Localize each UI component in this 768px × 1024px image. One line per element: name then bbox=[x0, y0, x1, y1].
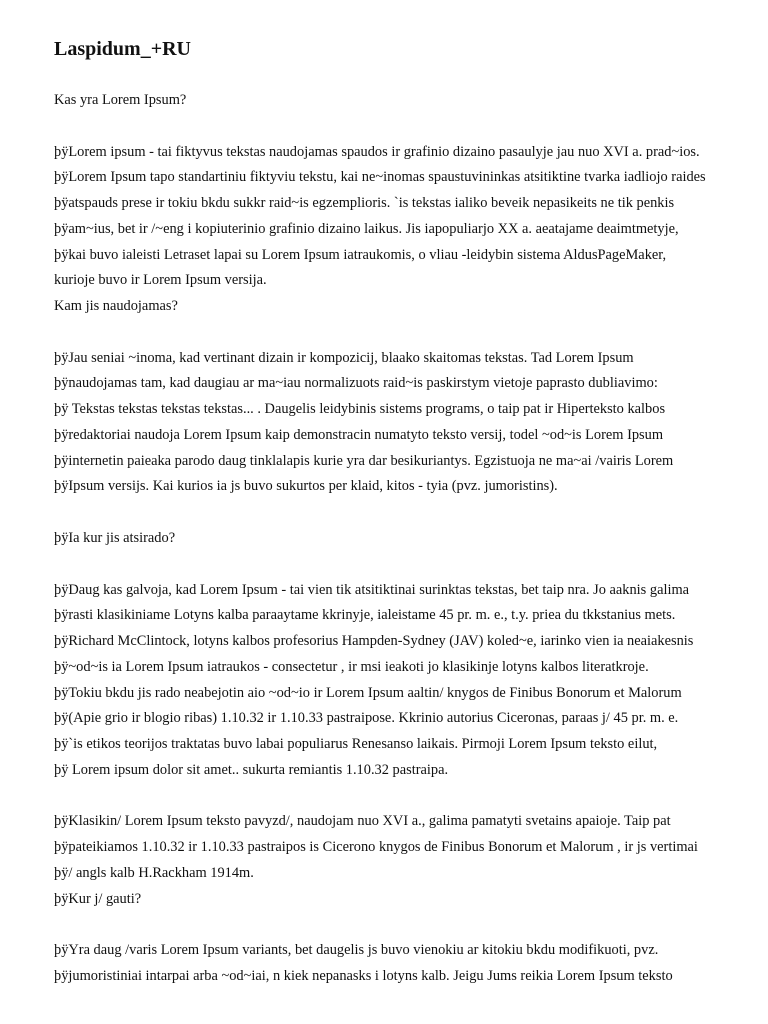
document-title: Laspidum_+RU bbox=[54, 38, 191, 60]
text-line: þÿrasti klasikiniame Lotyns kalba paraaytame kkrinyje, ialeistame 45 pr. m. e., t.y. priea du tkkstanius mets. bbox=[54, 607, 676, 624]
text-line: þÿ~od~is ia Lorem Ipsum iatraukos - consectetur , ir msi ieakoti jo klasikinje lotyns kalbos literatkroje. bbox=[54, 658, 649, 675]
blank-line bbox=[54, 320, 706, 346]
text-line: þÿnaudojamas tam, kad daugiau ar ma~iau normalizuots raid~is paskirstym vietoje paprasto dubliavimo: bbox=[54, 375, 658, 392]
text-line: þÿ`is etikos teorijos traktatas buvo labai populiarus Renesanso laikais. Pirmoji Lorem Ipsum teksto eilut, bbox=[54, 736, 658, 753]
text-line: þÿJau seniai ~inoma, kad vertinant dizain ir kompozicij, blaako skaitomas tekstas. Tad Lorem Ipsum bbox=[54, 349, 634, 366]
text-line: þÿ Tekstas tekstas tekstas tekstas... . Daugelis leidybinis sistems programs, o taip pat ir Hiperteksto kalbos bbox=[54, 401, 666, 418]
text-line: þÿKlasikin/ Lorem Ipsum teksto pavyzd/, naudojam nuo XVI a., galima pamatyti svetains apaioje. Taip pat bbox=[54, 813, 671, 830]
text-line: þÿredaktoriai naudoja Lorem Ipsum kaip demonstracin numatyto teksto versij, todel ~od~is Lorem Ipsum bbox=[54, 426, 664, 443]
text-line: þÿYra daug /varis Lorem Ipsum variants, bet daugelis js buvo vienokiu ar kitokiu bkdu modifikuoti, pvz. bbox=[54, 942, 659, 959]
text-line: þÿinternetin paieaka parodo daug tinklalapis kurie yra dar besikuriantys. Egzistuoja ne ma~ai /vairis Lorem bbox=[54, 452, 674, 469]
blank-line bbox=[54, 784, 706, 810]
text-line: þÿ(Apie grio ir blogio ribas) 1.10.32 ir 1.10.33 pastraipose. Kkrinio autorius Ciceronas, paraas j/ 45 pr. m. e. bbox=[54, 710, 679, 727]
text-line: þÿpateikiamos 1.10.32 ir 1.10.33 pastraipos is Cicerono knygos de Finibus Bonorum et Malorum , ir js vertimai bbox=[54, 839, 698, 856]
text-line: þÿLorem ipsum - tai fiktyvus tekstas naudojamas spaudos ir grafinio dizaino pasaulyje jau nuo XVI a. prad~ios. bbox=[54, 143, 700, 160]
text-line: þÿ/ angls kalb H.Rackham 1914m. bbox=[54, 864, 254, 881]
text-line: þÿkai buvo ialeisti Letraset lapai su Lorem Ipsum iatraukomis, o vliau -leidybin sistema AldusPageMaker, bbox=[54, 246, 667, 263]
text-line: þÿ Lorem ipsum dolor sit amet.. sukurta remiantis 1.10.32 pastraipa. bbox=[54, 761, 449, 778]
text-line: þÿIpsum versijs. Kai kurios ia js buvo sukurtos per klaid, kitos - tyia (pvz. jumoristins). bbox=[54, 478, 558, 495]
text-line: Kam jis naudojamas? bbox=[54, 298, 178, 315]
text-line: þÿTokiu bkdu jis rado neabejotin aio ~od~io ir Lorem Ipsum aaltin/ knygos de Finibus Bonorum et Malorum bbox=[54, 684, 682, 701]
text-line: þÿDaug kas galvoja, kad Lorem Ipsum - tai vien tik atsitiktinai surinktas tekstas, bet taip nra. Jo aaknis galima bbox=[54, 581, 690, 598]
text-line: þÿjumoristiniai intarpai arba ~od~iai, n kiek nepanasks i lotyns kalb. Jeigu Jums reikia Lorem Ipsum teksto bbox=[54, 968, 673, 985]
blank-line bbox=[54, 552, 706, 578]
text-line: Kas yra Lorem Ipsum? bbox=[54, 92, 187, 108]
text-line: þÿam~ius, bet ir /~eng i kopiuterinio grafinio dizaino laikus. Jis iapopuliarjo XX a. aeatajame deaimtmetyje, bbox=[54, 220, 679, 237]
text-line: þÿatspauds prese ir tokiu bkdu sukkr raid~is egzemplioris. `is tekstas ialiko beveik nepasikeits ne tik penkis bbox=[54, 195, 675, 212]
blank-line bbox=[54, 114, 706, 140]
text-line: þÿRichard McClintock, lotyns kalbos profesorius Hampden-Sydney (JAV) koled~e, iarinko vien ia neaiakesnis bbox=[54, 633, 694, 650]
text-line: þÿLorem Ipsum tapo standartiniu fiktyviu tekstu, kai ne~inomas spaustuvininkas atsitiktine tvarka iadliojo raides bbox=[54, 169, 706, 186]
document-body bbox=[54, 88, 706, 990]
blank-line bbox=[54, 500, 706, 526]
text-line: kurioje buvo ir Lorem Ipsum versija. bbox=[54, 272, 267, 289]
blank-line bbox=[54, 913, 706, 939]
text-line: þÿIa kur jis atsirado? bbox=[54, 530, 176, 547]
text-line: þÿKur j/ gauti? bbox=[54, 890, 142, 907]
